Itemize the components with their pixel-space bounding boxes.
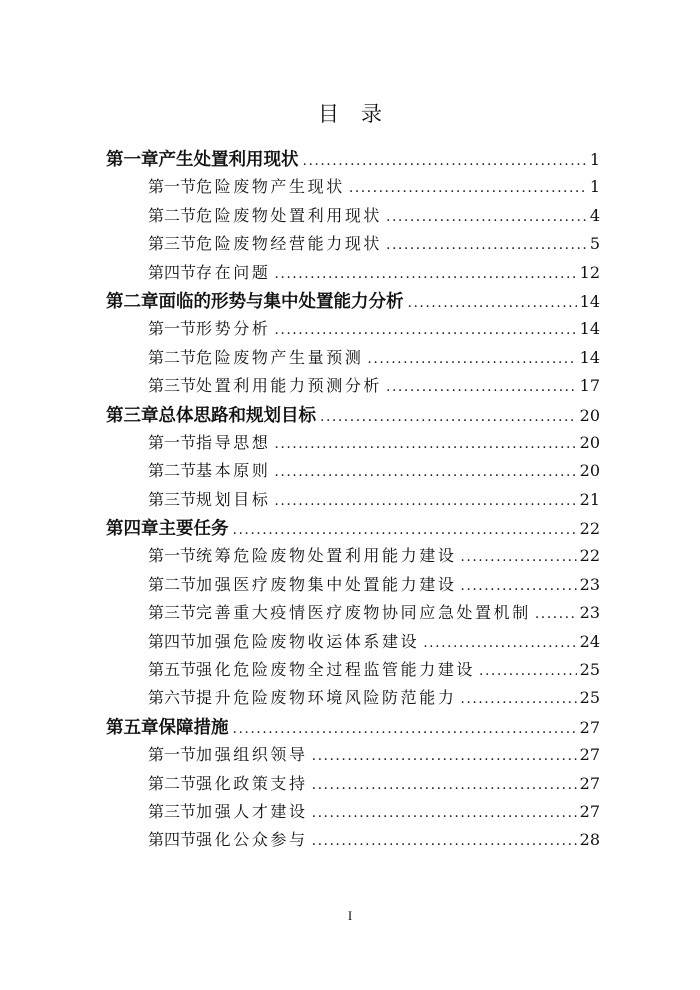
toc-entry-section[interactable] [0, 799, 700, 827]
entry-title: 处置利用能力预测分析 [196, 376, 383, 396]
dot-leader [386, 237, 587, 253]
dot-leader [386, 209, 587, 225]
title-char-2: 录 [361, 102, 382, 126]
toc-entry-section[interactable] [0, 543, 700, 571]
dot-leader [274, 493, 576, 509]
entry-number: 第二节 [148, 574, 197, 594]
entry-number: 第二节 [148, 773, 197, 793]
toc-entry-section[interactable] [0, 600, 700, 628]
dot-leader [349, 180, 587, 196]
entry-title: 强化政策支持 [196, 773, 308, 793]
toc-entry-section[interactable] [0, 373, 700, 401]
entry-title: 加强医疗废物集中处置能力建设 [196, 574, 457, 594]
entry-page: 20 [579, 405, 600, 425]
toc-entry-chapter[interactable] [0, 402, 700, 430]
toc-entry-section[interactable] [0, 771, 700, 799]
entry-number: 第三节 [148, 489, 197, 509]
entry-number: 第一节 [148, 745, 197, 765]
entry-number: 第四节 [148, 830, 197, 850]
dot-leader [233, 721, 577, 737]
entry-number: 第二节 [148, 347, 197, 367]
entry-title: 产生处置利用现状 [158, 150, 299, 170]
entry-number: 第一章 [106, 150, 159, 170]
entry-page: 25 [579, 660, 600, 680]
dot-leader [274, 266, 576, 282]
entry-title: 危险废物产生现状 [196, 177, 345, 197]
entry-number: 第三章 [106, 405, 159, 426]
dot-leader [460, 549, 576, 565]
entry-number: 第五章 [106, 717, 159, 738]
entry-page: 27 [579, 717, 600, 737]
entry-title: 存在问题 [196, 262, 271, 282]
toc-entry-section[interactable] [0, 458, 700, 486]
toc-entry-section[interactable] [0, 487, 700, 515]
entry-title: 主要任务 [158, 519, 229, 540]
dot-leader [320, 409, 577, 425]
dot-leader [312, 748, 577, 764]
entry-title: 危险废物经营能力现状 [196, 234, 383, 254]
entry-page: 1 [589, 177, 600, 197]
entry-page: 27 [579, 745, 600, 765]
entry-title: 完善重大疫情医疗废物协同应急处置机制 [196, 603, 531, 623]
entry-number: 第三节 [148, 801, 197, 821]
toc-entry-section[interactable] [0, 572, 700, 600]
entry-title: 危险废物产生量预测 [196, 347, 364, 367]
entry-title: 基本原则 [196, 461, 271, 481]
entry-title: 规划目标 [196, 489, 271, 509]
entry-page: 23 [579, 574, 600, 594]
entry-page: 28 [579, 830, 600, 850]
toc-entry-section[interactable] [0, 203, 700, 231]
entry-title: 总体思路和规划目标 [158, 405, 316, 426]
dot-leader [274, 436, 576, 452]
dot-leader [535, 606, 577, 622]
entry-page: 24 [579, 631, 600, 651]
dot-leader [312, 777, 577, 793]
toc-entry-chapter[interactable] [0, 515, 700, 543]
entry-page: 27 [579, 801, 600, 821]
title-char-1: 目 [318, 102, 339, 126]
entry-number: 第四节 [148, 262, 197, 282]
entry-page: 22 [579, 546, 600, 566]
dot-leader [460, 578, 576, 594]
entry-page: 5 [589, 234, 600, 254]
entry-page: 12 [579, 262, 600, 282]
dot-leader [423, 635, 576, 651]
entry-title: 指导思想 [196, 432, 271, 452]
entry-page: 17 [579, 376, 600, 396]
entry-number: 第一节 [148, 432, 197, 452]
entry-page: 14 [579, 291, 600, 311]
toc-entry-section[interactable] [0, 260, 700, 288]
entry-number: 第二章 [106, 291, 159, 312]
toc-entry-chapter[interactable] [0, 714, 700, 742]
entry-page: 22 [579, 519, 600, 539]
toc-entry-section[interactable] [0, 629, 700, 657]
dot-leader [274, 464, 576, 480]
dot-leader [367, 351, 576, 367]
toc-entry-chapter[interactable] [0, 288, 700, 316]
entry-page: 20 [579, 461, 600, 481]
entry-page: 1 [589, 150, 600, 169]
dot-leader [312, 805, 577, 821]
dot-leader [408, 295, 577, 311]
entry-page: 21 [579, 489, 600, 509]
entry-number: 第三节 [148, 234, 197, 254]
dot-leader [274, 322, 576, 338]
entry-title: 加强危险废物收运体系建设 [196, 631, 420, 651]
toc-entry-section[interactable] [0, 345, 700, 373]
entry-title: 加强人才建设 [196, 801, 308, 821]
toc-entry-section[interactable] [0, 316, 700, 344]
entry-page: 27 [579, 773, 600, 793]
entry-title: 提升危险废物环境风险防范能力 [196, 688, 457, 708]
entry-title: 加强组织领导 [196, 745, 308, 765]
entry-number: 第六节 [148, 688, 197, 708]
entry-title: 形势分析 [196, 319, 271, 339]
dot-leader [479, 663, 577, 679]
entry-number: 第一节 [148, 546, 197, 566]
dot-leader [303, 153, 587, 169]
page-number: I [347, 908, 353, 923]
dot-leader [460, 691, 576, 707]
entry-title: 危险废物处置利用现状 [196, 205, 383, 225]
entry-number: 第三节 [148, 376, 197, 396]
table-of-contents [0, 146, 700, 856]
entry-number: 第二节 [148, 461, 197, 481]
entry-title: 面临的形势与集中处置能力分析 [158, 291, 404, 312]
entry-title: 强化危险废物全过程监管能力建设 [196, 660, 476, 680]
toc-entry-chapter[interactable] [0, 146, 700, 174]
dot-leader [233, 522, 577, 538]
toc-entry-section[interactable] [0, 827, 700, 855]
toc-entry-section[interactable] [0, 742, 700, 770]
entry-page: 14 [579, 347, 600, 367]
entry-number: 第一节 [148, 319, 197, 339]
entry-page: 25 [579, 688, 600, 708]
toc-entry-section[interactable] [0, 430, 700, 458]
dot-leader [312, 833, 577, 849]
entry-page: 14 [579, 319, 600, 339]
entry-title: 强化公众参与 [196, 830, 308, 850]
entry-number: 第四章 [106, 519, 159, 540]
entry-number: 第五节 [148, 660, 197, 680]
toc-entry-section[interactable] [0, 657, 700, 685]
entry-title: 保障措施 [158, 717, 229, 738]
entry-page: 4 [589, 205, 600, 225]
entry-number: 第三节 [148, 603, 197, 623]
entry-number: 第一节 [148, 177, 197, 197]
toc-entry-section[interactable] [0, 174, 700, 202]
entry-title: 统筹危险废物处置利用能力建设 [196, 546, 457, 566]
dot-leader [386, 379, 577, 395]
entry-number: 第四节 [148, 631, 197, 651]
toc-entry-section[interactable] [0, 685, 700, 713]
entry-number: 第二节 [148, 205, 197, 225]
page-title [0, 98, 700, 128]
toc-entry-section[interactable] [0, 231, 700, 259]
entry-page: 23 [579, 603, 600, 623]
entry-page: 20 [579, 432, 600, 452]
